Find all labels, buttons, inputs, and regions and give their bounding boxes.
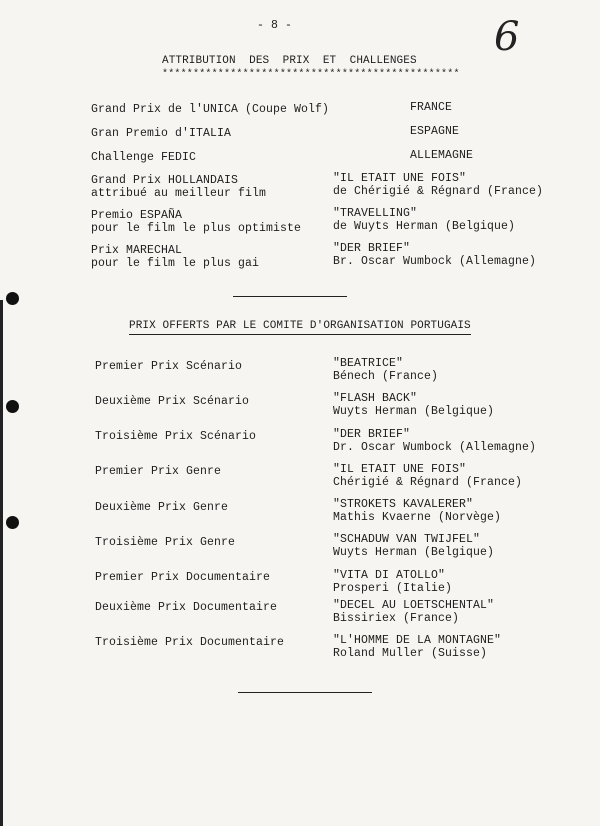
award-name: Prix MARECHAL (91, 244, 183, 257)
binder-hole (6, 292, 19, 305)
award-winner: FRANCE (410, 101, 453, 114)
award-name: Premio ESPAÑA (91, 209, 183, 222)
film-author: de Wuyts Herman (Belgique) (333, 220, 516, 233)
film-author: Wuyts Herman (Belgique) (333, 546, 495, 559)
film-title: "IL ETAIT UNE FOIS" (333, 172, 467, 185)
section-title-prix-offerts: PRIX OFFERTS PAR LE COMITE D'ORGANISATION PORTUGAIS (129, 319, 471, 335)
award-name: Troisième Prix Scénario (95, 430, 257, 443)
film-author: Bénech (France) (333, 370, 439, 383)
award-winner: ALLEMAGNE (410, 149, 474, 162)
binder-hole (6, 516, 19, 529)
award-description: attribué au meilleur film (91, 187, 267, 200)
section-divider (233, 296, 347, 297)
page-number: - 8 - (257, 19, 293, 32)
film-title: "L'HOMME DE LA MONTAGNE" (333, 634, 502, 647)
film-author: Roland Muller (Suisse) (333, 647, 488, 660)
film-title: "DECEL AU LOETSCHENTAL" (333, 599, 495, 612)
section-divider (238, 692, 372, 693)
award-name: Grand Prix de l'UNICA (Coupe Wolf) (91, 103, 330, 116)
award-name: Gran Premio d'ITALIA (91, 127, 232, 140)
film-title: "DER BRIEF" (333, 428, 411, 441)
award-name: Troisième Prix Genre (95, 536, 236, 549)
award-name: Grand Prix HOLLANDAIS (91, 174, 239, 187)
film-author: Mathis Kvaerne (Norvège) (333, 511, 502, 524)
film-author: Dr. Oscar Wumbock (Allemagne) (333, 441, 537, 454)
film-title: "SCHADUW VAN TWIJFEL" (333, 533, 481, 546)
film-title: "DER BRIEF" (333, 242, 411, 255)
scan-edge (0, 300, 3, 826)
film-author: Wuyts Herman (Belgique) (333, 405, 495, 418)
film-title: "FLASH BACK" (333, 392, 418, 405)
section-title-attribution: ATTRIBUTION DES PRIX ET CHALLENGES (162, 55, 417, 67)
award-name: Premier Prix Scénario (95, 360, 243, 373)
award-name: Premier Prix Documentaire (95, 571, 271, 584)
award-description: pour le film le plus optimiste (91, 222, 302, 235)
handwritten-page-number: 6 (494, 14, 520, 60)
film-title: "BEATRICE" (333, 357, 404, 370)
film-title: "TRAVELLING" (333, 207, 418, 220)
film-author: Br. Oscar Wumbock (Allemagne) (333, 255, 537, 268)
film-author: de Chérigié & Régnard (France) (333, 185, 544, 198)
award-description: pour le film le plus gai (91, 257, 260, 270)
award-name: Deuxième Prix Documentaire (95, 601, 278, 614)
film-author: Prosperi (Italie) (333, 582, 453, 595)
film-author: Chérigié & Régnard (France) (333, 476, 523, 489)
film-title: "STROKETS KAVALERER" (333, 498, 474, 511)
film-author: Bissiriex (France) (333, 612, 460, 625)
binder-hole (6, 400, 19, 413)
award-name: Troisième Prix Documentaire (95, 636, 285, 649)
film-title: "IL ETAIT UNE FOIS" (333, 463, 467, 476)
award-name: Deuxième Prix Scénario (95, 395, 250, 408)
award-winner: ESPAGNE (410, 125, 460, 138)
film-title: "VITA DI ATOLLO" (333, 569, 446, 582)
award-name: Challenge FEDIC (91, 151, 197, 164)
award-name: Premier Prix Genre (95, 465, 222, 478)
award-name: Deuxième Prix Genre (95, 501, 229, 514)
title-underline: ************************************************ (162, 69, 460, 80)
